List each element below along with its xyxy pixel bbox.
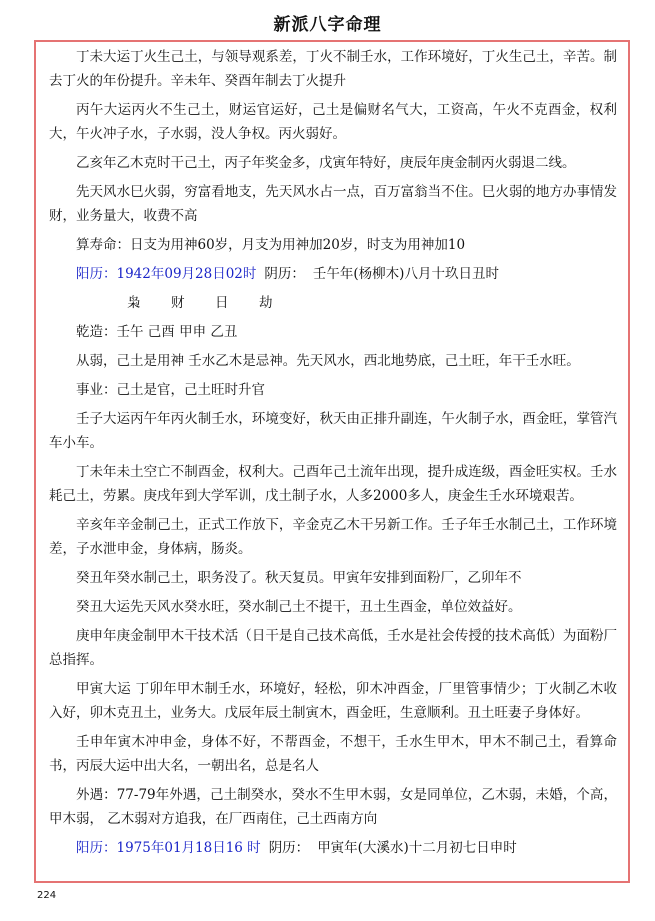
paragraph: 丙午大运丙火不生己土，财运官运好，己土是偏财名气大，工资高，午火不克酉金，权利大，午火冲子水，子水弱，没人争权。丙火弱好。 (49, 102, 617, 142)
content-frame (34, 40, 630, 883)
paragraph: 算寿命：日支为用神60岁，月支为用神加20岁，时支为用神加10 (76, 237, 466, 253)
birth-date-line (49, 262, 617, 286)
paragraph: 外遇：77-79年外遇，己土制癸水，癸水不生甲木弱，女是同单位，乙木弱，未婚，个高，甲木弱， 乙木弱对方追我，在厂西南住，己土西南方向 (49, 787, 617, 827)
content-body (49, 45, 617, 865)
ten-gods-row (49, 291, 617, 315)
ten-god-label: 劫 (259, 295, 273, 311)
solar-date: 阳历：1975年01月18日16 时 (76, 840, 261, 856)
paragraph: 癸丑年癸水制己土，职务没了。秋天复员。甲寅年安排到面粉厂，乙卯年不 (76, 570, 522, 586)
paragraph: 壬申年寅木冲申金，身体不好，不帮酉金，不想干，壬水生甲木，甲木不制己土，看算命书，丙辰大运中出大名，一朝出名，总是名人 (49, 734, 617, 774)
solar-date: 阳历：1942年09月28日02时 (76, 266, 257, 282)
paragraph: 事业：己土是官，己土旺时升官 (76, 382, 265, 398)
paragraph: 先天风水巳火弱，穷富看地支，先天风水占一点，百万富翁当不住。巳火弱的地方办事情发财，业务量大，收费不高 (49, 184, 617, 224)
paragraph: 辛亥年辛金制己土，正式工作放下，辛金克乙木干另新工作。壬子年壬水制己土，工作环境差，子水泄申金，身体病，肠炎。 (49, 517, 617, 557)
paragraph: 庚申年庚金制甲木干技术活（日干是自己技术高低，壬水是社会传授的技术高低）为面粉厂总指挥。 (49, 628, 617, 668)
lunar-date: 壬午年(杨柳木)八月十玖日丑时 (312, 266, 499, 282)
page-number: 224 (37, 890, 57, 901)
lunar-date-label: 阴历： (264, 266, 305, 282)
lunar-date-label: 阴历： (268, 840, 310, 856)
page-title: 新派八字命理 (273, 15, 382, 35)
paragraph: 甲寅大运 丁卯年甲木制壬水，环境好，轻松，卯木冲酉金，厂里管事情少；丁火制乙木收入好，卯木克丑土，业务大。戊辰年辰土制寅木，酉金旺，生意顺利。丑土旺妻子身体好。 (49, 681, 617, 721)
paragraph: 癸丑大运先天风水癸水旺，癸水制己土不提干，丑土生酉金，单位效益好。 (76, 599, 522, 615)
ten-god-label: 枭 (127, 295, 141, 311)
paragraph: 乙亥年乙木克时干己土，丙子年奖金多，戊寅年特好，庚辰年庚金制丙火弱退二线。 (76, 155, 576, 171)
ten-god-label: 财 (171, 295, 185, 311)
ten-god-label: 日 (215, 295, 229, 311)
paragraph: 丁未年未土空亡不制酉金，权利大。己酉年己土流年出现，提升成连级，酉金旺实权。壬水耗己土，劳累。庚戌年到大学军训，戊土制子水，人多2000多人，庚金生壬水环境艰苦。 (49, 464, 617, 504)
bazi-pillars: 乾造：壬午 己酉 甲申 乙丑 (76, 324, 238, 340)
paragraph: 丁未大运丁火生己土，与领导观系差，丁火不制壬水，工作环境好，丁火生己土，辛苦。制去丁火的年份提升。辛未年、癸酉年制去丁火提升 (49, 49, 617, 89)
paragraph: 从弱，己土是用神 壬水乙木是忌神。先天风水，西北地势底，己土旺，年干壬水旺。 (76, 353, 580, 369)
lunar-date: 甲寅年(大溪水)十二月初七日申时 (317, 840, 517, 856)
birth-date-line (49, 836, 617, 860)
paragraph: 壬子大运丙午年丙火制壬水，环境变好，秋天由正排升副连，午火制子水，酉金旺，掌管汽车小车。 (49, 411, 617, 451)
